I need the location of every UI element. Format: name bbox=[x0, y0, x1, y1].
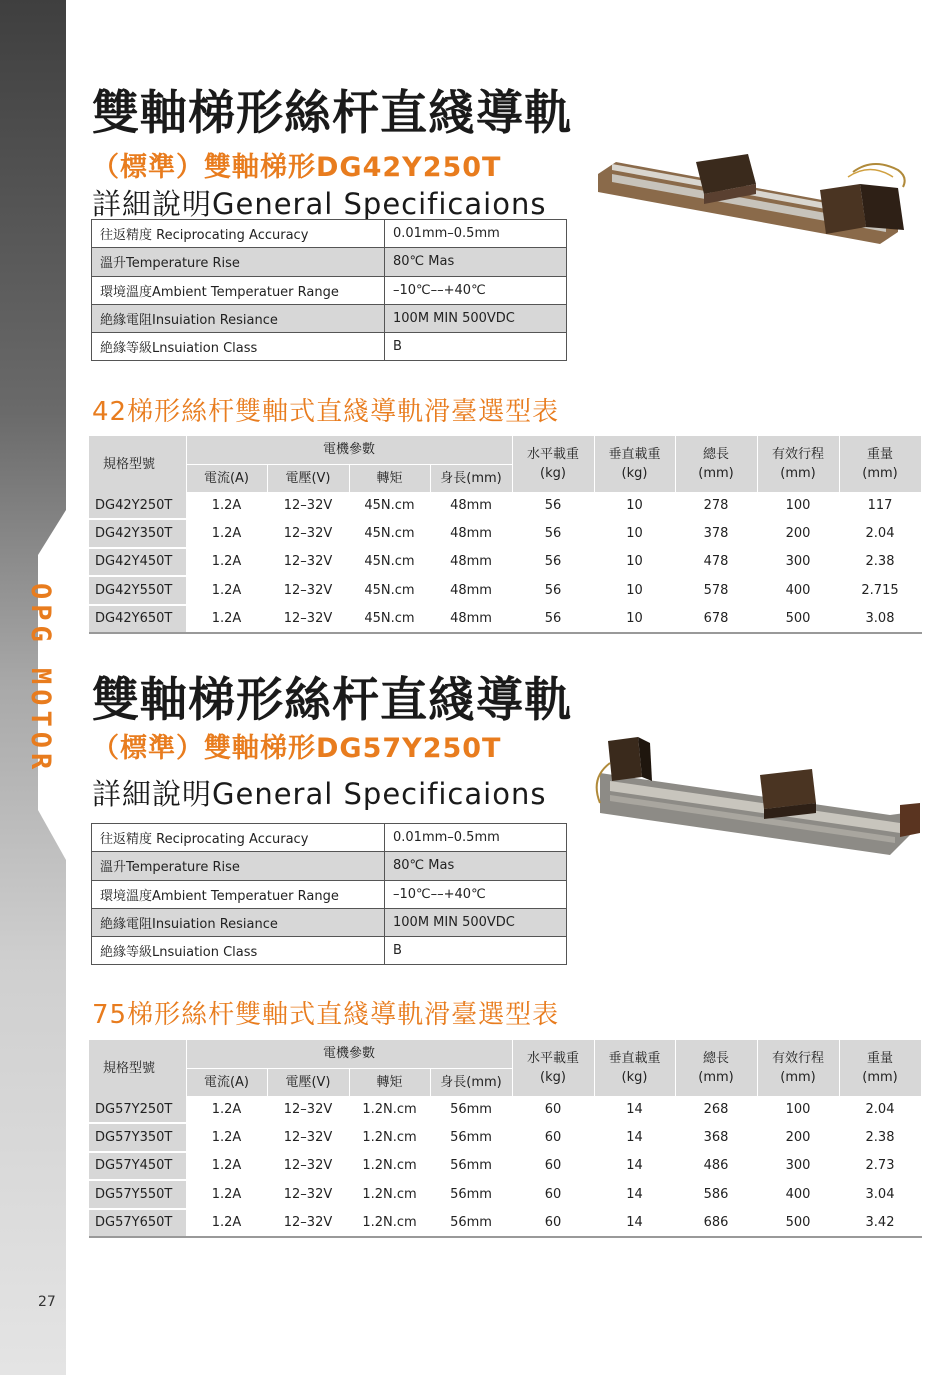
value-cell: 45N.cm bbox=[349, 576, 430, 604]
header-vload-unit: (kg) bbox=[621, 1070, 648, 1085]
value-cell: 56mm bbox=[430, 1209, 512, 1237]
value-cell: 12–32V bbox=[267, 1152, 349, 1180]
header-weight-label: 重量 bbox=[867, 1051, 894, 1066]
value-cell: 12–32V bbox=[267, 576, 349, 604]
value-cell: 1.2A bbox=[186, 548, 267, 576]
value-cell: 12–32V bbox=[267, 548, 349, 576]
spec-row bbox=[92, 220, 567, 248]
table-row bbox=[89, 519, 921, 547]
value-cell: 45N.cm bbox=[349, 548, 430, 576]
table-row bbox=[89, 576, 921, 604]
value-cell: 12–32V bbox=[267, 1180, 349, 1208]
value-cell: 3.04 bbox=[839, 1180, 921, 1208]
table-row bbox=[89, 605, 921, 633]
value-cell: 10 bbox=[594, 605, 675, 633]
header-vload-label: 垂直載重 bbox=[608, 447, 661, 462]
spec-value: 80℃ Mas bbox=[385, 852, 567, 880]
spec-key: 絶緣等級Lnsuiation Class bbox=[92, 937, 385, 965]
value-cell: 300 bbox=[757, 548, 839, 576]
header-hload bbox=[512, 436, 594, 492]
section-1-subtitle: （標準）雙軸梯形DG42Y250T bbox=[92, 152, 502, 183]
value-cell: 60 bbox=[512, 1096, 594, 1123]
model-cell: DG57Y350T bbox=[89, 1123, 186, 1151]
value-cell: 14 bbox=[594, 1123, 675, 1151]
table-row bbox=[89, 1209, 921, 1237]
value-cell: 56 bbox=[512, 576, 594, 604]
header-vload-unit: (kg) bbox=[621, 466, 648, 481]
header-stroke-unit: (mm) bbox=[780, 1070, 816, 1085]
spec-key: 往返精度 Reciprocating Accuracy bbox=[92, 220, 385, 248]
header-hload-unit: (kg) bbox=[540, 1070, 566, 1085]
value-cell: 100 bbox=[757, 492, 839, 519]
spec-row bbox=[92, 852, 567, 880]
section-2-spec-heading: 詳細說明General Specificaions bbox=[92, 777, 547, 811]
header-weight bbox=[839, 1040, 921, 1096]
model-cell: DG57Y550T bbox=[89, 1180, 186, 1208]
header-stroke bbox=[757, 1040, 839, 1096]
spec-value: B bbox=[385, 937, 567, 965]
value-cell: 60 bbox=[512, 1209, 594, 1237]
table-row bbox=[89, 548, 921, 576]
value-cell: 48mm bbox=[430, 605, 512, 633]
value-cell: 48mm bbox=[430, 576, 512, 604]
model-cell: DG42Y550T bbox=[89, 576, 186, 604]
value-cell: 12–32V bbox=[267, 519, 349, 547]
model-cell: DG42Y250T bbox=[89, 492, 186, 519]
value-cell: 56 bbox=[512, 548, 594, 576]
header-vload bbox=[594, 436, 675, 492]
value-cell: 268 bbox=[675, 1096, 757, 1123]
header-weight-unit: (mm) bbox=[862, 466, 898, 481]
section-2-selection-table bbox=[89, 1040, 922, 1238]
spec-key: 絶緣電阻Insuiation Resiance bbox=[92, 908, 385, 936]
value-cell: 56mm bbox=[430, 1096, 512, 1123]
linear-guide-photo-2 bbox=[590, 733, 920, 858]
value-cell: 12–32V bbox=[267, 1209, 349, 1237]
spec-row bbox=[92, 333, 567, 361]
header-total bbox=[675, 436, 757, 492]
value-cell: 2.715 bbox=[839, 576, 921, 604]
spec-value: 100M MIN 500VDC bbox=[385, 304, 567, 332]
section-1-title: 雙軸梯形絲杆直綫導軌 bbox=[92, 86, 572, 141]
header-hload-label: 水平載重 bbox=[527, 1051, 580, 1066]
spec-row bbox=[92, 824, 567, 852]
spec-value: –10℃––+40℃ bbox=[385, 880, 567, 908]
header-voltage: 電壓(V) bbox=[267, 1068, 349, 1096]
header-body-length: 身長(mm) bbox=[430, 464, 512, 492]
value-cell: 400 bbox=[757, 1180, 839, 1208]
value-cell: 678 bbox=[675, 605, 757, 633]
value-cell: 12–32V bbox=[267, 492, 349, 519]
section-2-subtitle: （標準）雙軸梯形DG57Y250T bbox=[92, 733, 502, 764]
page-number: 27 bbox=[38, 1294, 56, 1310]
header-torque: 轉矩 bbox=[349, 464, 430, 492]
table-body bbox=[89, 1096, 921, 1237]
value-cell: 500 bbox=[757, 1209, 839, 1237]
model-cell: DG57Y450T bbox=[89, 1152, 186, 1180]
header-body-length: 身長(mm) bbox=[430, 1068, 512, 1096]
value-cell: 378 bbox=[675, 519, 757, 547]
section-1-spec-table bbox=[91, 219, 567, 361]
value-cell: 12–32V bbox=[267, 1123, 349, 1151]
header-motor: 電機參數 bbox=[186, 1040, 512, 1068]
spec-key: 絶緣電阻Insuiation Resiance bbox=[92, 304, 385, 332]
brand-label: OPG MOTOR bbox=[25, 583, 56, 775]
model-cell: DG57Y250T bbox=[89, 1096, 186, 1123]
table-row bbox=[89, 1123, 921, 1151]
header-stroke-unit: (mm) bbox=[780, 466, 816, 481]
spec-row bbox=[92, 304, 567, 332]
spec-row bbox=[92, 248, 567, 276]
header-total-label: 總長 bbox=[703, 447, 730, 462]
value-cell: 1.2A bbox=[186, 492, 267, 519]
table-row bbox=[89, 1180, 921, 1208]
header-stroke bbox=[757, 436, 839, 492]
header-stroke-label: 有效行程 bbox=[772, 447, 825, 462]
value-cell: 500 bbox=[757, 605, 839, 633]
value-cell: 1.2A bbox=[186, 1123, 267, 1151]
value-cell: 60 bbox=[512, 1152, 594, 1180]
header-model: 規格型號 bbox=[89, 1040, 186, 1096]
spec-row bbox=[92, 937, 567, 965]
model-cell: DG42Y650T bbox=[89, 605, 186, 633]
value-cell: 2.04 bbox=[839, 1096, 921, 1123]
value-cell: 586 bbox=[675, 1180, 757, 1208]
spec-value: B bbox=[385, 333, 567, 361]
header-torque: 轉矩 bbox=[349, 1068, 430, 1096]
value-cell: 278 bbox=[675, 492, 757, 519]
value-cell: 48mm bbox=[430, 492, 512, 519]
section-2-title: 雙軸梯形絲杆直綫導軌 bbox=[92, 673, 572, 728]
value-cell: 14 bbox=[594, 1209, 675, 1237]
table-row bbox=[89, 1152, 921, 1180]
spec-value: 0.01mm–0.5mm bbox=[385, 220, 567, 248]
header-stroke-label: 有效行程 bbox=[772, 1051, 825, 1066]
value-cell: 1.2N.cm bbox=[349, 1180, 430, 1208]
value-cell: 1.2A bbox=[186, 576, 267, 604]
section-1-spec-heading: 詳細說明General Specificaions bbox=[92, 187, 547, 221]
value-cell: 10 bbox=[594, 576, 675, 604]
spec-key: 溫升Temperature Rise bbox=[92, 248, 385, 276]
spec-key: 環境溫度Ambient Temperatuer Range bbox=[92, 276, 385, 304]
spec-row bbox=[92, 908, 567, 936]
value-cell: 1.2A bbox=[186, 605, 267, 633]
value-cell: 486 bbox=[675, 1152, 757, 1180]
section-2-spec-table bbox=[91, 823, 567, 965]
value-cell: 300 bbox=[757, 1152, 839, 1180]
value-cell: 2.73 bbox=[839, 1152, 921, 1180]
value-cell: 10 bbox=[594, 519, 675, 547]
value-cell: 10 bbox=[594, 548, 675, 576]
table-row bbox=[89, 1096, 921, 1123]
header-vload bbox=[594, 1040, 675, 1096]
spec-key: 環境溫度Ambient Temperatuer Range bbox=[92, 880, 385, 908]
table-row bbox=[89, 492, 921, 519]
model-cell: DG42Y450T bbox=[89, 548, 186, 576]
header-current: 電流(A) bbox=[186, 464, 267, 492]
value-cell: 686 bbox=[675, 1209, 757, 1237]
header-total bbox=[675, 1040, 757, 1096]
value-cell: 60 bbox=[512, 1123, 594, 1151]
value-cell: 56 bbox=[512, 519, 594, 547]
header-hload bbox=[512, 1040, 594, 1096]
value-cell: 56mm bbox=[430, 1180, 512, 1208]
value-cell: 117 bbox=[839, 492, 921, 519]
table-header-row bbox=[89, 436, 921, 464]
header-hload-unit: (kg) bbox=[540, 466, 566, 481]
header-hload-label: 水平載重 bbox=[527, 447, 580, 462]
value-cell: 1.2A bbox=[186, 1180, 267, 1208]
value-cell: 1.2N.cm bbox=[349, 1096, 430, 1123]
value-cell: 368 bbox=[675, 1123, 757, 1151]
spec-value: 100M MIN 500VDC bbox=[385, 908, 567, 936]
header-weight-unit: (mm) bbox=[862, 1070, 898, 1085]
value-cell: 12–32V bbox=[267, 1096, 349, 1123]
value-cell: 14 bbox=[594, 1152, 675, 1180]
value-cell: 1.2N.cm bbox=[349, 1123, 430, 1151]
spec-row bbox=[92, 276, 567, 304]
table-body bbox=[89, 492, 921, 633]
value-cell: 56 bbox=[512, 605, 594, 633]
section-1-selection-table bbox=[89, 436, 922, 634]
header-weight bbox=[839, 436, 921, 492]
value-cell: 48mm bbox=[430, 519, 512, 547]
spec-key: 往返精度 Reciprocating Accuracy bbox=[92, 824, 385, 852]
spec-key: 溫升Temperature Rise bbox=[92, 852, 385, 880]
value-cell: 3.42 bbox=[839, 1209, 921, 1237]
value-cell: 56 bbox=[512, 492, 594, 519]
header-model: 規格型號 bbox=[89, 436, 186, 492]
value-cell: 1.2A bbox=[186, 1209, 267, 1237]
value-cell: 100 bbox=[757, 1096, 839, 1123]
value-cell: 2.38 bbox=[839, 548, 921, 576]
value-cell: 200 bbox=[757, 519, 839, 547]
value-cell: 478 bbox=[675, 548, 757, 576]
value-cell: 1.2A bbox=[186, 1152, 267, 1180]
value-cell: 10 bbox=[594, 492, 675, 519]
table-header-row bbox=[89, 1040, 921, 1068]
value-cell: 1.2A bbox=[186, 519, 267, 547]
section-2-table-title: 75梯形絲杆雙軸式直綫導軌滑臺選型表 bbox=[92, 1000, 560, 1030]
value-cell: 1.2N.cm bbox=[349, 1152, 430, 1180]
header-vload-label: 垂直載重 bbox=[608, 1051, 661, 1066]
value-cell: 56mm bbox=[430, 1123, 512, 1151]
spec-row bbox=[92, 880, 567, 908]
spec-value: –10℃––+40℃ bbox=[385, 276, 567, 304]
value-cell: 2.04 bbox=[839, 519, 921, 547]
value-cell: 14 bbox=[594, 1096, 675, 1123]
value-cell: 578 bbox=[675, 576, 757, 604]
value-cell: 60 bbox=[512, 1180, 594, 1208]
value-cell: 200 bbox=[757, 1123, 839, 1151]
header-current: 電流(A) bbox=[186, 1068, 267, 1096]
value-cell: 2.38 bbox=[839, 1123, 921, 1151]
value-cell: 45N.cm bbox=[349, 492, 430, 519]
value-cell: 12–32V bbox=[267, 605, 349, 633]
spec-key: 絶緣等級Lnsuiation Class bbox=[92, 333, 385, 361]
model-cell: DG57Y650T bbox=[89, 1209, 186, 1237]
value-cell: 56mm bbox=[430, 1152, 512, 1180]
value-cell: 48mm bbox=[430, 548, 512, 576]
value-cell: 400 bbox=[757, 576, 839, 604]
value-cell: 14 bbox=[594, 1180, 675, 1208]
value-cell: 45N.cm bbox=[349, 605, 430, 633]
value-cell: 45N.cm bbox=[349, 519, 430, 547]
header-weight-label: 重量 bbox=[867, 447, 894, 462]
model-cell: DG42Y350T bbox=[89, 519, 186, 547]
value-cell: 1.2A bbox=[186, 1096, 267, 1123]
value-cell: 1.2N.cm bbox=[349, 1209, 430, 1237]
value-cell: 3.08 bbox=[839, 605, 921, 633]
header-voltage: 電壓(V) bbox=[267, 464, 349, 492]
section-1-table-title: 42梯形絲杆雙軸式直綫導軌滑臺選型表 bbox=[92, 397, 560, 427]
header-total-label: 總長 bbox=[703, 1051, 730, 1066]
linear-guide-photo-1 bbox=[598, 132, 918, 247]
header-total-unit: (mm) bbox=[698, 466, 734, 481]
spec-value: 80℃ Mas bbox=[385, 248, 567, 276]
header-motor: 電機參數 bbox=[186, 436, 512, 464]
header-total-unit: (mm) bbox=[698, 1070, 734, 1085]
spec-value: 0.01mm–0.5mm bbox=[385, 824, 567, 852]
